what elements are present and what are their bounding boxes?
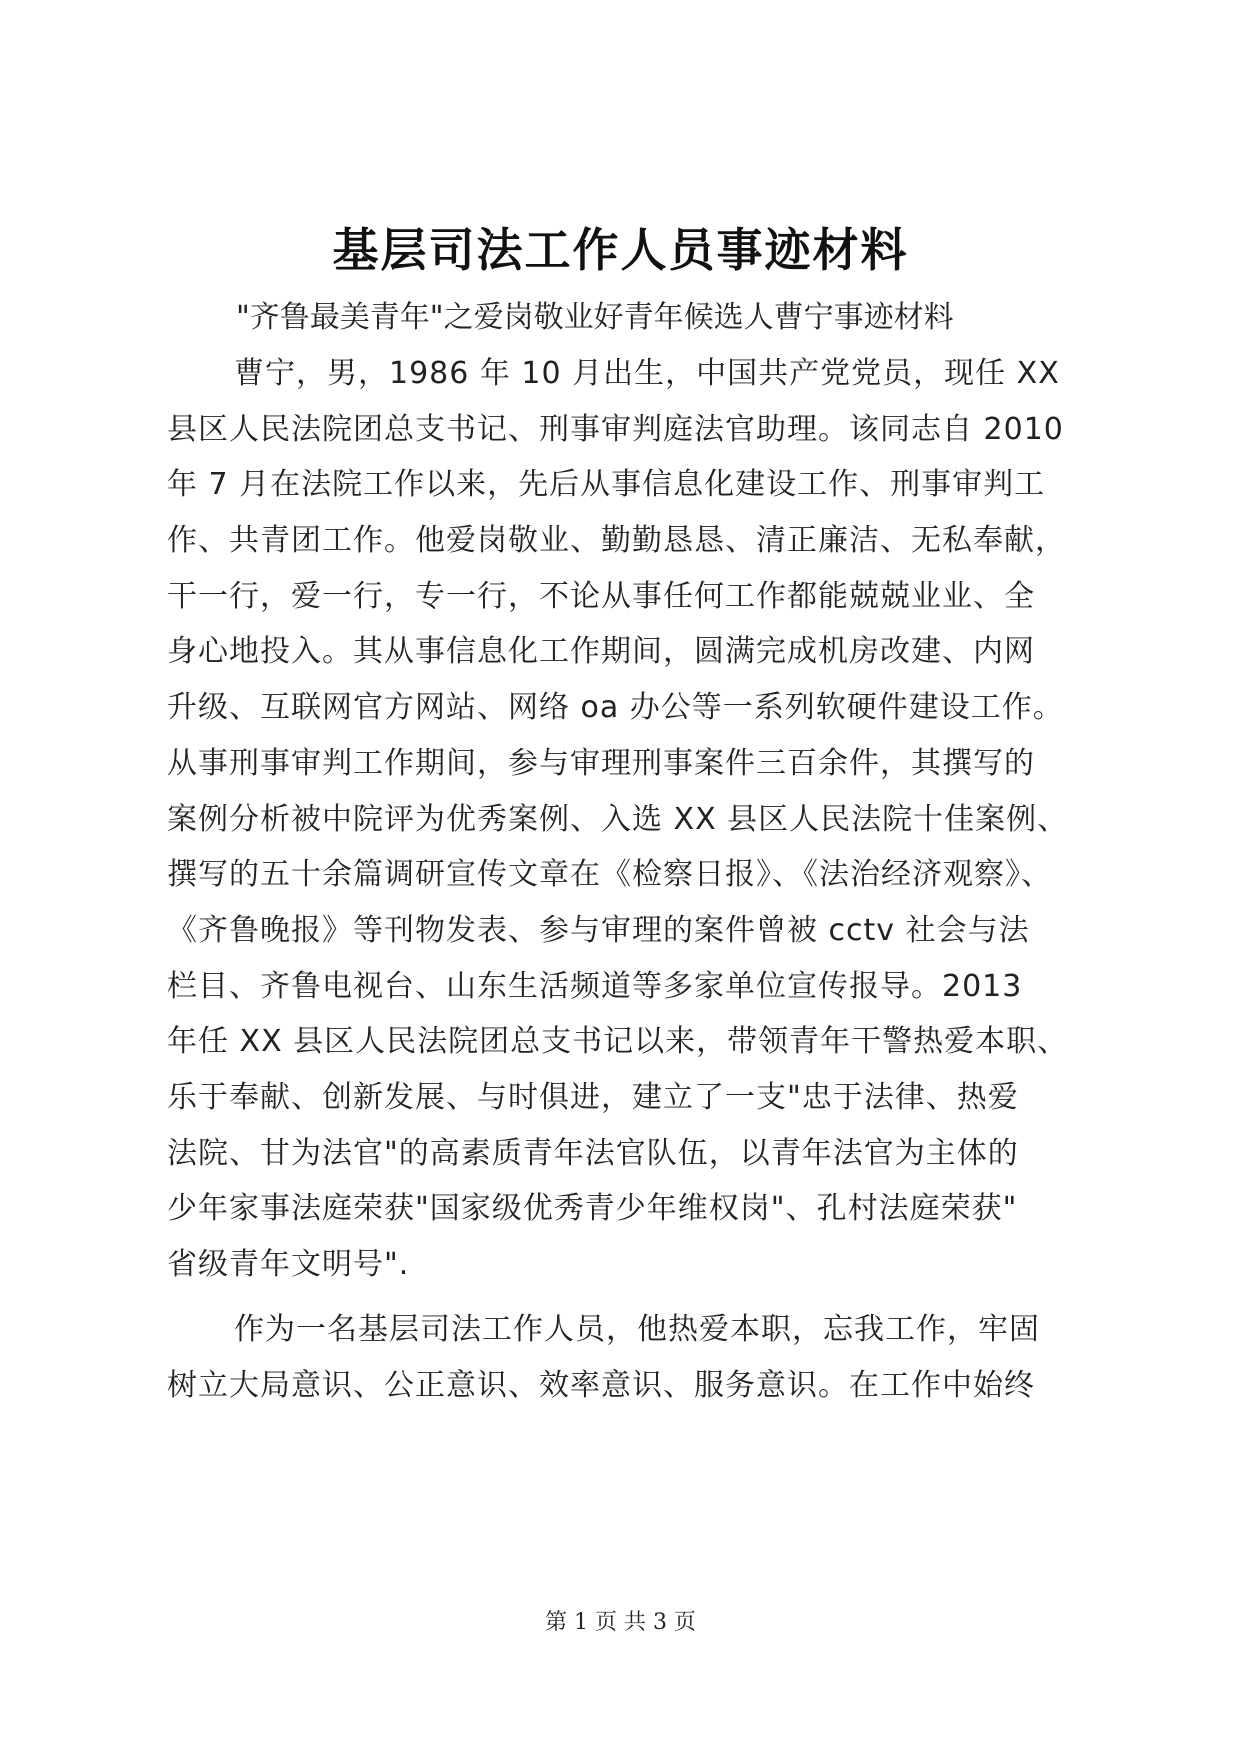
paragraph-line: 年任 XX 县区人民法院团总支书记以来，带领青年干警热爱本职、	[167, 1024, 1069, 1059]
paragraph-line: 从事刑事审判工作期间，参与审理刑事案件三百余件，其撰写的	[167, 746, 1035, 781]
paragraph-line: 干一行，爱一行，专一行，不论从事任何工作都能兢兢业业、全	[167, 579, 1035, 614]
paragraph-line: 升级、互联网官方网站、网络 oa 办公等一系列软硬件建设工作。	[167, 690, 1064, 725]
paragraph-line: 法院、甘为法官"的高素质青年法官队伍，以青年法官为主体的	[167, 1136, 1019, 1171]
paragraph-line: 县区人民法院团总支书记、刑事审判庭法官助理。该同志自 2010	[167, 412, 1064, 447]
document-title: 基层司法工作人员事迹材料	[332, 223, 909, 277]
paragraph-line: 身心地投入。其从事信息化工作期间，圆满完成机房改建、内网	[167, 634, 1035, 669]
paragraph-line: 作为一名基层司法工作人员，他热爱本职，忘我工作，牢固	[234, 1312, 1040, 1347]
paragraph-line: 年 7 月在法院工作以来，先后从事信息化建设工作、刑事审判工	[167, 467, 1046, 502]
paragraph-line: 少年家事法庭荣获"国家级优秀青少年维权岗"、孔村法庭荣获"	[167, 1191, 1018, 1226]
paragraph-line: 《齐鲁晚报》等刊物发表、参与审理的案件曾被 cctv 社会与法	[167, 913, 1030, 948]
paragraph-line: 乐于奉献、创新发展、与时俱进，建立了一支"忠于法律、热爱	[167, 1080, 1019, 1115]
paragraph-line: 栏目、齐鲁电视台、山东生活频道等多家单位宣传报导。2013	[167, 969, 1023, 1004]
paragraph-line: 省级青年文明号".	[167, 1247, 410, 1282]
page-footer: 第 1 页 共 3 页	[545, 1610, 696, 1635]
document-subtitle: "齐鲁最美青年"之爱岗敬业好青年候选人曹宁事迹材料	[236, 300, 954, 335]
paragraph-line: 树立大局意识、公正意识、效率意识、服务意识。在工作中始终	[167, 1368, 1035, 1403]
paragraph-line: 曹宁，男，1986 年 10 月出生，中国共产党党员，现任 XX	[234, 356, 1060, 391]
paragraph-line: 案例分析被中院评为优秀案例、入选 XX 县区人民法院十佳案例、	[167, 802, 1069, 837]
paragraph-line: 作、共青团工作。他爱岗敬业、勤勤恳恳、清正廉洁、无私奉献，	[167, 523, 1066, 558]
paragraph-line: 撰写的五十余篇调研宣传文章在《检察日报》、《法治经济观察》、	[167, 857, 1052, 892]
